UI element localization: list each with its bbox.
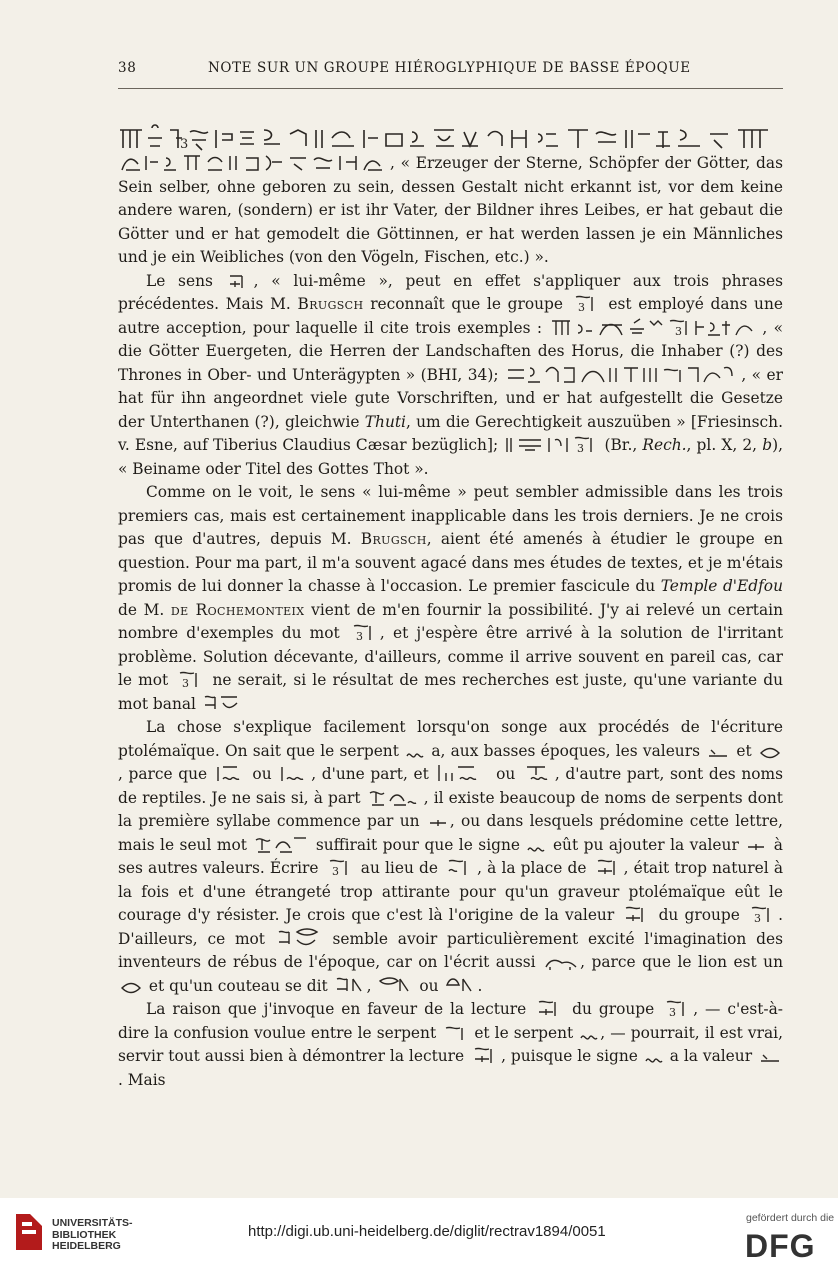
mouth-icon bbox=[759, 746, 781, 760]
hieroglyph-group-icon bbox=[203, 693, 243, 713]
text-span: ou bbox=[252, 765, 272, 783]
source-url-link[interactable]: http://digi.ub.uni-heidelberg.de/diglit/rectrav1894/0051 bbox=[248, 1223, 606, 1240]
text-span: , il existe beaucoup de noms de serpents dont la première syllabe commence par un bbox=[118, 788, 783, 830]
hieroglyph-group-icon bbox=[572, 293, 600, 313]
svg-text:3: 3 bbox=[754, 912, 762, 924]
hieroglyph-group-icon bbox=[279, 763, 309, 783]
text-span: est employé dans une autre acception, pour laquelle il cite trois exemples : bbox=[118, 295, 783, 337]
svg-text:3: 3 bbox=[182, 677, 190, 689]
text-span: , — pourrait, il est vrai, servir tout aussi bien à démontrer la lecture bbox=[118, 1023, 783, 1065]
text-span: du groupe bbox=[658, 906, 740, 924]
text-span: et bbox=[736, 741, 752, 760]
hieroglyph-group-icon bbox=[428, 816, 448, 830]
knife-group-icon bbox=[335, 975, 365, 995]
italic-ref: b bbox=[762, 436, 773, 454]
page-number: 38 bbox=[118, 60, 137, 76]
italic-ref: Rech. bbox=[642, 436, 687, 454]
text-span: reconnaît que le groupe bbox=[370, 295, 563, 313]
digitization-footer bbox=[0, 1198, 838, 1271]
svg-text:3: 3 bbox=[577, 442, 585, 454]
text-span: , bbox=[366, 976, 372, 995]
text-span: La chose s'explique facilement lorsqu'on songe aux procédés de l'écriture ptolémaïque. On sait que le serpent bbox=[118, 718, 783, 760]
svg-text:3: 3 bbox=[577, 301, 585, 313]
text-span: Comme on le voit, le sens « lui-même » peut sembler admissible dans les trois premiers cas, mais est certainement inapplicable dans les trois derniers. Je ne crois pas que d'autres, depuis M. bbox=[118, 483, 783, 548]
text-span: , était trop naturel à la fois et d'une étrangeté trop attirante pour qu'un graveur ptolémaïque eût le courage d'y résister. Je crois que c'est là l'origine de la valeur bbox=[118, 859, 783, 924]
dfg-logo: DFG bbox=[745, 1228, 816, 1264]
text-span: (Br., bbox=[604, 436, 638, 454]
text-span: a, aux basses époques, les valeurs bbox=[431, 741, 700, 760]
serpent-icon bbox=[527, 840, 545, 854]
svg-text:3: 3 bbox=[331, 865, 339, 877]
text-span: au lieu de bbox=[360, 859, 438, 877]
text-span: , um die Gerechtigkeit auszuüben » [Friesinsch. v. Esne, auf Tiberius Claudius Cæsar bezüglich]; bbox=[118, 412, 783, 454]
text-span: Le sens bbox=[146, 271, 213, 290]
hieroglyph-group-icon bbox=[505, 434, 597, 454]
hieroglyph-group-icon bbox=[707, 746, 729, 760]
paragraph-3 bbox=[118, 481, 783, 716]
text-span: semble avoir particulièrement excité l'imagination des inventeurs de rébus de l'époque, car on l'écrit aussi bbox=[118, 929, 783, 971]
hieroglyph-group-icon bbox=[445, 857, 475, 877]
text-span: , à la place de bbox=[477, 859, 587, 877]
library-name bbox=[52, 1218, 133, 1253]
text-span: vient de m'en fournir la possibilité. J'y ai relevé un certain nombre d'exemples du mot bbox=[118, 600, 783, 642]
hieroglyph-group-icon bbox=[523, 763, 553, 783]
text-span: ou bbox=[419, 976, 439, 995]
hieroglyph-group-icon bbox=[228, 272, 252, 290]
paragraph-1-text: , « Erzeuger der Sterne, Schöpfer der Götter, bbox=[390, 154, 751, 172]
text-span: a la valeur bbox=[669, 1047, 753, 1065]
hieroglyph-group-icon bbox=[746, 840, 766, 854]
mouth-icon bbox=[120, 981, 142, 995]
text-span: , puisque le signe bbox=[501, 1047, 638, 1065]
serpent-icon bbox=[580, 1028, 598, 1042]
text-span: . Mais bbox=[118, 1070, 166, 1089]
hieroglyph-group-icon bbox=[759, 1051, 781, 1065]
text-span: eût pu ajouter la valeur bbox=[552, 835, 739, 854]
hieroglyph-group-icon bbox=[748, 904, 776, 924]
text-span: à ses autres valeurs. Écrire bbox=[118, 835, 783, 877]
knife-group-icon bbox=[378, 975, 412, 995]
text-span: , « die Götter Euergeten, die Herren der Landschaften des Horus, die Inhaber (?) des Thrones in Ober- und Unterägypten » (BHI, 34); bbox=[118, 318, 783, 384]
hieroglyph-group-icon bbox=[622, 904, 650, 924]
hieroglyph-group-icon bbox=[436, 763, 488, 783]
hieroglyph-group-icon bbox=[535, 998, 563, 1018]
text-span: et le serpent bbox=[474, 1023, 574, 1042]
text-span: suffirait pour que le signe bbox=[315, 835, 520, 854]
hieroglyph-group-icon bbox=[350, 622, 378, 642]
page-title: NOTE SUR UN GROUPE HIÉROGLYPHIQUE DE BASSE ÉPOQUE bbox=[208, 60, 691, 76]
text-span: , pl. X, 2, bbox=[686, 436, 758, 454]
text-span: ou bbox=[496, 765, 516, 783]
author-name: Brugsch bbox=[360, 530, 427, 548]
text-span: , et j'espère être arrivé à la solution de l'irritant problème. Solution décevante, d'ailleurs, comme il arrive souvent en pareil cas, car le mot bbox=[118, 624, 783, 689]
paragraph-1-rest: das Sein selber, ohne geboren zu sein, dessen Gestalt nicht erkannt ist, vor dem keine andere waren, (sondern) er ist ihr Vater, der Bildner ihres Leibes, er hat gebaut die Götter und er hat gemodelt die Göttinnen, er hat werden lassen je ein Männliches und je ein Weibliches (von den Vögeln, Fischen, etc.) ». bbox=[118, 154, 783, 266]
text-span: , parce que bbox=[118, 765, 208, 783]
serpent-icon bbox=[645, 1051, 663, 1065]
text-span: , — c'est-à-dire la confusion voulue entre le serpent bbox=[118, 1000, 783, 1042]
text-span: , d'autre part, sont des noms de reptiles. Je ne sais si, à part bbox=[118, 765, 784, 807]
funding-note: gefördert durch die bbox=[746, 1212, 835, 1224]
library-line: HEIDELBERG bbox=[52, 1240, 121, 1252]
hieroglyph-group-icon bbox=[277, 928, 321, 948]
svg-text:3: 3 bbox=[675, 324, 683, 337]
text-span: , d'une part, et bbox=[311, 765, 429, 783]
italic-title: Temple d'Edfou bbox=[660, 577, 783, 595]
paragraph-2 bbox=[118, 270, 783, 482]
hieroglyph-group-icon bbox=[120, 152, 388, 172]
hieroglyph-group-icon bbox=[471, 1045, 499, 1065]
university-library-logo-icon bbox=[12, 1212, 46, 1256]
hieroglyph-group-icon bbox=[663, 998, 691, 1018]
hieroglyph-group-icon bbox=[326, 857, 354, 877]
text-span: ), « Beiname oder Titel des Gottes Thot ». bbox=[118, 436, 783, 478]
text-span: . bbox=[477, 976, 483, 995]
hieroglyph-group-icon bbox=[176, 669, 204, 689]
hieroglyph-group-icon bbox=[550, 317, 760, 337]
paragraph-1 bbox=[118, 152, 783, 270]
library-line: UNIVERSITÄTS- bbox=[52, 1217, 133, 1229]
text-span: , aient été amenés à étudier le groupe en question. Pour ma part, il m'a souvent agacé dans mes études de textes, et je m'étais promis de lui donner la chasse à l'occasion. Le premier fascicule du bbox=[118, 530, 783, 595]
text-span: . D'ailleurs, ce mot bbox=[118, 906, 783, 948]
text-span: La raison que j'invoque en faveur de la lecture bbox=[146, 1000, 527, 1018]
text-span: , ou dans lesquels prédomine cette lettre, mais le seul mot bbox=[118, 812, 783, 854]
text-span: , parce que le lion est un bbox=[580, 953, 783, 971]
hieroglyph-group-icon bbox=[594, 857, 622, 877]
body-text bbox=[118, 152, 783, 1092]
library-line: BIBLIOTHEK bbox=[52, 1228, 117, 1241]
knife-group-icon bbox=[445, 975, 475, 995]
hieroglyph-line-1 bbox=[118, 124, 783, 152]
hieroglyph-group-icon bbox=[215, 763, 245, 783]
text-span: ne serait, si le résultat de mes recherches est juste, qu'une variante du mot banal bbox=[118, 671, 783, 713]
italic-name: Thuti bbox=[364, 412, 406, 431]
paragraph-4 bbox=[118, 716, 783, 998]
serpent-icon bbox=[443, 1024, 467, 1042]
paragraph-5 bbox=[118, 998, 783, 1092]
text-span: , « er hat für ihn angeordnet viele gute Vorschriften, und er hat aufgestellt die Gesetze der Unterthanen (?), gleichwie bbox=[118, 365, 783, 431]
text-span: et qu'un couteau se dit bbox=[148, 976, 328, 995]
text-span: du groupe bbox=[572, 1000, 655, 1018]
svg-text:3: 3 bbox=[669, 1006, 677, 1018]
text-span: , « lui-même », peut en effet s'appliquer aux trois phrases précédentes. Mais M. bbox=[118, 271, 783, 313]
hieroglyph-group-icon bbox=[506, 364, 734, 384]
svg-text:3: 3 bbox=[355, 630, 363, 642]
author-name: Brugsch bbox=[297, 295, 364, 313]
svg-text:3: 3 bbox=[180, 137, 189, 152]
hieroglyph-group-icon bbox=[368, 787, 422, 807]
serpent-icon bbox=[406, 746, 424, 760]
header-rule bbox=[118, 88, 783, 89]
text-span: de M. bbox=[118, 600, 165, 619]
lion-icon bbox=[544, 955, 578, 971]
author-name: de Rochemonteix bbox=[170, 600, 305, 619]
hieroglyph-group-icon bbox=[254, 834, 308, 854]
